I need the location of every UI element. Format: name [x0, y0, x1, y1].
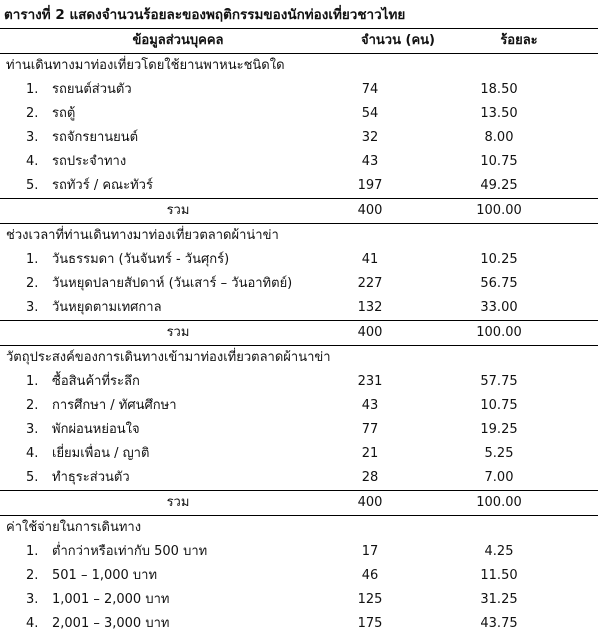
row-text: พักผ่อนหย่อนใจ [52, 422, 140, 437]
row-number: 2. [26, 394, 52, 418]
section-heading: ค่าใช้จ่ายในการเดินทาง [0, 516, 598, 541]
row-text: 1,001 – 2,000 บาท [52, 592, 169, 607]
row-text: 501 – 1,000 บาท [52, 568, 157, 583]
row-label [0, 442, 356, 466]
total-label: รวม [0, 199, 356, 224]
row-text: ทำธุระส่วนตัว [52, 470, 130, 485]
table-row [0, 102, 598, 126]
row-count: 28 [356, 466, 440, 491]
row-label [0, 418, 356, 442]
table-row [0, 174, 598, 199]
row-count: 43 [356, 394, 440, 418]
row-count: 54 [356, 102, 440, 126]
row-text: วันหยุดตามเทศกาล [52, 300, 162, 315]
row-text: วันธรรมดา (วันจันทร์ - วันศุกร์) [52, 252, 229, 267]
table-row [0, 588, 598, 612]
table-row [0, 248, 598, 272]
table-row [0, 296, 598, 321]
table-row [0, 150, 598, 174]
row-text: รถยนต์ส่วนตัว [52, 82, 132, 97]
total-row [0, 199, 598, 224]
row-label [0, 612, 356, 636]
row-label [0, 588, 356, 612]
header-info: ข้อมูลส่วนบุคคล [0, 29, 356, 54]
row-count: 175 [356, 612, 440, 636]
table-header [0, 29, 598, 54]
row-text: ต่ำกว่าหรือเท่ากับ 500 บาท [52, 544, 207, 559]
row-number: 3. [26, 296, 52, 320]
table-row [0, 564, 598, 588]
row-count: 21 [356, 442, 440, 466]
row-percent: 19.25 [440, 418, 598, 442]
row-percent: 8.00 [440, 126, 598, 150]
row-label [0, 370, 356, 394]
total-count: 400 [356, 321, 440, 346]
row-percent: 11.50 [440, 564, 598, 588]
row-percent: 7.00 [440, 466, 598, 491]
row-number: 4. [26, 150, 52, 174]
section-row [0, 224, 598, 249]
row-count: 197 [356, 174, 440, 199]
row-text: รถตู้ [52, 106, 75, 121]
row-number: 4. [26, 612, 52, 636]
row-number: 3. [26, 418, 52, 442]
row-label [0, 564, 356, 588]
total-label: รวม [0, 321, 356, 346]
row-percent: 5.25 [440, 442, 598, 466]
row-percent: 13.50 [440, 102, 598, 126]
row-count: 74 [356, 78, 440, 102]
row-number: 2. [26, 102, 52, 126]
row-label [0, 394, 356, 418]
row-number: 1. [26, 540, 52, 564]
row-percent: 49.25 [440, 174, 598, 199]
row-number: 5. [26, 466, 52, 490]
row-text: 2,001 – 3,000 บาท [52, 616, 169, 631]
row-label [0, 272, 356, 296]
total-row [0, 321, 598, 346]
row-percent: 31.25 [440, 588, 598, 612]
row-number: 4. [26, 442, 52, 466]
row-label [0, 102, 356, 126]
row-percent: 10.75 [440, 150, 598, 174]
behavior-table [0, 28, 598, 636]
table-body [0, 54, 598, 636]
row-label [0, 126, 356, 150]
total-percent: 100.00 [440, 199, 598, 224]
row-label [0, 150, 356, 174]
table-row [0, 272, 598, 296]
table-row [0, 370, 598, 394]
row-percent: 4.25 [440, 540, 598, 564]
table-row [0, 126, 598, 150]
table-row [0, 442, 598, 466]
row-count: 17 [356, 540, 440, 564]
row-percent: 10.25 [440, 248, 598, 272]
total-label: รวม [0, 491, 356, 516]
row-text: เยี่ยมเพื่อน / ญาติ [52, 446, 149, 461]
header-percent: ร้อยละ [440, 29, 598, 54]
row-count: 231 [356, 370, 440, 394]
row-number: 1. [26, 248, 52, 272]
row-label [0, 540, 356, 564]
section-row [0, 346, 598, 371]
row-text: ซื้อสินค้าที่ระลึก [52, 374, 140, 389]
row-label [0, 296, 356, 321]
row-count: 227 [356, 272, 440, 296]
row-percent: 18.50 [440, 78, 598, 102]
total-percent: 100.00 [440, 321, 598, 346]
row-count: 32 [356, 126, 440, 150]
row-label [0, 174, 356, 199]
total-row [0, 491, 598, 516]
table-row [0, 540, 598, 564]
row-label [0, 78, 356, 102]
row-percent: 33.00 [440, 296, 598, 321]
header-row [0, 29, 598, 54]
section-row [0, 54, 598, 79]
row-count: 132 [356, 296, 440, 321]
row-count: 41 [356, 248, 440, 272]
table-caption: ตารางที่ 2 แสดงจำนวนร้อยละของพฤติกรรมของนักท่องเที่ยวชาวไทย [4, 4, 405, 26]
row-percent: 57.75 [440, 370, 598, 394]
table-row [0, 394, 598, 418]
total-count: 400 [356, 199, 440, 224]
section-row [0, 516, 598, 541]
section-heading: ช่วงเวลาที่ท่านเดินทางมาท่องเที่ยวตลาดผ้าน่าข่า [0, 224, 598, 249]
row-text: วันหยุดปลายสัปดาห์ (วันเสาร์ – วันอาทิตย์) [52, 276, 292, 291]
table-row [0, 418, 598, 442]
total-percent: 100.00 [440, 491, 598, 516]
row-number: 2. [26, 272, 52, 296]
row-percent: 10.75 [440, 394, 598, 418]
row-count: 43 [356, 150, 440, 174]
row-label [0, 466, 356, 491]
row-text: รถจักรยานยนต์ [52, 130, 138, 145]
section-heading: วัตถุประสงค์ของการเดินทางเข้ามาท่องเที่ยวตลาดผ้านาข่า [0, 346, 598, 371]
row-percent: 43.75 [440, 612, 598, 636]
row-number: 3. [26, 126, 52, 150]
row-text: การศึกษา / ทัศนศึกษา [52, 398, 177, 413]
row-number: 2. [26, 564, 52, 588]
header-count: จำนวน (คน) [356, 29, 440, 54]
section-heading: ท่านเดินทางมาท่องเที่ยวโดยใช้ยานพาหนะชนิดใด [0, 54, 598, 79]
table-row [0, 78, 598, 102]
row-text: รถประจำทาง [52, 154, 126, 169]
row-label [0, 248, 356, 272]
table-row [0, 612, 598, 636]
row-number: 5. [26, 174, 52, 198]
total-count: 400 [356, 491, 440, 516]
row-count: 125 [356, 588, 440, 612]
row-number: 1. [26, 78, 52, 102]
row-number: 1. [26, 370, 52, 394]
row-number: 3. [26, 588, 52, 612]
row-percent: 56.75 [440, 272, 598, 296]
table-row [0, 466, 598, 491]
row-text: รถทัวร์ / คณะทัวร์ [52, 178, 153, 193]
row-count: 46 [356, 564, 440, 588]
row-count: 77 [356, 418, 440, 442]
